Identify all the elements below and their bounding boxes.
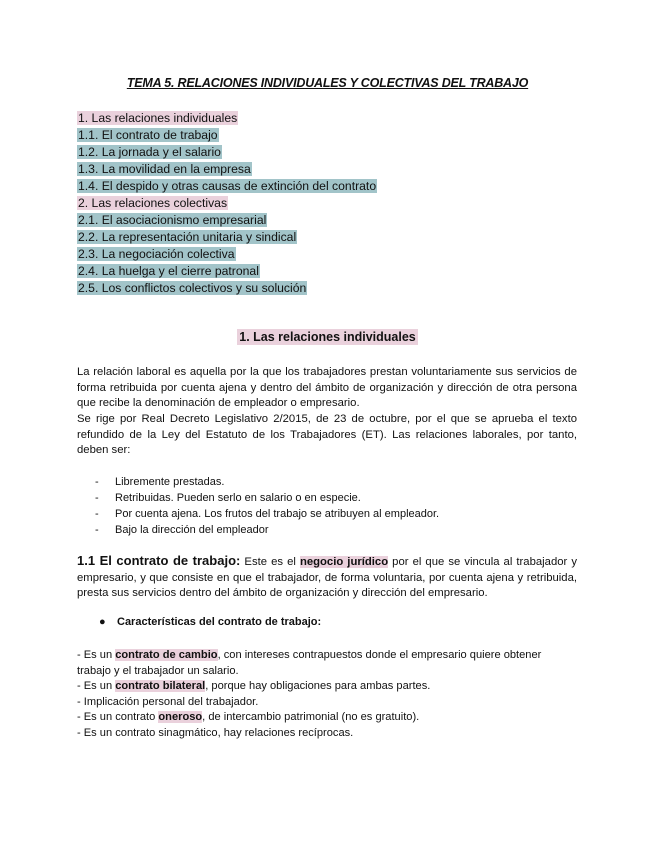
toc-item-text: 1.3. La movilidad en la empresa [78,162,251,176]
item-text: - Es un [77,649,116,661]
item-text: - Es un [77,680,116,692]
list-item-text: Bajo la dirección del empleador [115,524,269,536]
list-item-text: Libremente prestadas. [115,476,225,488]
toc-item [77,246,377,263]
toc-item [77,178,377,195]
list-item-text: Por cuenta ajena. Los frutos del trabajo se atribuyen al empleador. [115,508,440,520]
toc-item [77,212,377,229]
characteristic-item [77,710,577,726]
item-text: , con intereses contrapuestos donde el empresario quiere obtener trabajo y el trabajador un salario. [77,649,542,677]
toc-item-text: 2.5. Los conflictos colectivos y su solución [78,281,307,295]
toc-item-text: 2.2. La representación unitaria y sindical [78,230,297,244]
list-marker: - [95,524,99,536]
paragraph-legal-basis: Se rige por Real Decreto Legislativo 2/2015, de 23 de octubre, por el que se aprueba el texto refundido de la Ley del Estatuto de los Trabajadores (ET). Las relaciones laborales, por tanto, deben ser: [77,413,577,456]
toc-item-text: 1.2. La jornada y el salario [78,145,221,159]
paragraph-text: por el que se vincula al trabajador y empresario, y que consiste en que el trabajador, de forma voluntaria, por cuenta ajena y retribuida, presta sus servicios dentro del ámbito de organización y dirección del empresario. [77,556,577,599]
toc-item-text: 1. Las relaciones individuales [78,111,238,125]
toc-item [77,195,377,212]
list-item [95,490,439,506]
toc-item [77,229,377,246]
characteristics-list [77,648,577,741]
list-marker: - [95,476,99,488]
highlighted-term: contrato bilateral [115,680,206,692]
characteristic-item [77,648,577,679]
toc-item-text: 1.4. El despido y otras causas de extinción del contrato [78,179,377,193]
toc-item-text: 2.3. La negociación colectiva [78,247,235,261]
characteristic-item [77,679,577,695]
section-heading [0,330,655,344]
list-marker: - [95,492,99,504]
toc-item-text: 2.1. El asociacionismo empresarial [78,213,267,227]
document-title: TEMA 5. RELACIONES INDIVIDUALES Y COLECTIVAS DEL TRABAJO [126,76,529,90]
item-text: - Es un contrato [77,711,159,723]
paragraph-text: Este es el [240,556,300,568]
toc-item [77,263,377,280]
toc-item [77,280,377,297]
paragraph-contrato [77,553,577,602]
characteristic-item: - Implicación personal del trabajador. [77,695,259,708]
characteristics-heading-text: Características del contrato de trabajo: [117,616,322,628]
paragraph-definition: La relación laboral es aquella por la que los trabajadores prestan voluntariamente sus servicios de forma retribuida por cuenta ajena y dentro del ámbito de organización y dirección de otra persona que recibe la denominación de empleador o empresario. [77,366,577,409]
toc-item [77,110,377,127]
bullet-marker: ● [99,616,106,628]
list-item [95,522,439,538]
toc-item-text: 1.1. El contrato de trabajo [78,128,218,142]
highlighted-term: negocio jurídico [299,556,389,568]
toc-item [77,161,377,178]
highlighted-term: oneroso [158,711,203,723]
item-text: , porque hay obligaciones para ambas partes. [205,680,431,692]
highlighted-term: contrato de cambio [115,649,218,661]
table-of-contents [77,110,377,297]
item-text: , de intercambio patrimonial (no es gratuito). [202,711,420,723]
toc-item [77,144,377,161]
list-marker: - [95,508,99,520]
list-item [95,506,439,522]
section-heading-text: 1. Las relaciones individuales [239,330,416,344]
characteristics-heading [99,616,321,628]
toc-item-text: 2.4. La huelga y el cierre patronal [78,264,259,278]
requirements-list [95,474,439,538]
list-item-text: Retribuidas. Pueden serlo en salario o en especie. [115,492,361,504]
list-item [95,474,439,490]
characteristic-item: - Es un contrato sinagmático, hay relaciones recíprocas. [77,726,354,739]
subsection-heading: 1.1 El contrato de trabajo: [77,553,241,568]
toc-item-text: 2. Las relaciones colectivas [78,196,228,210]
toc-item [77,127,377,144]
